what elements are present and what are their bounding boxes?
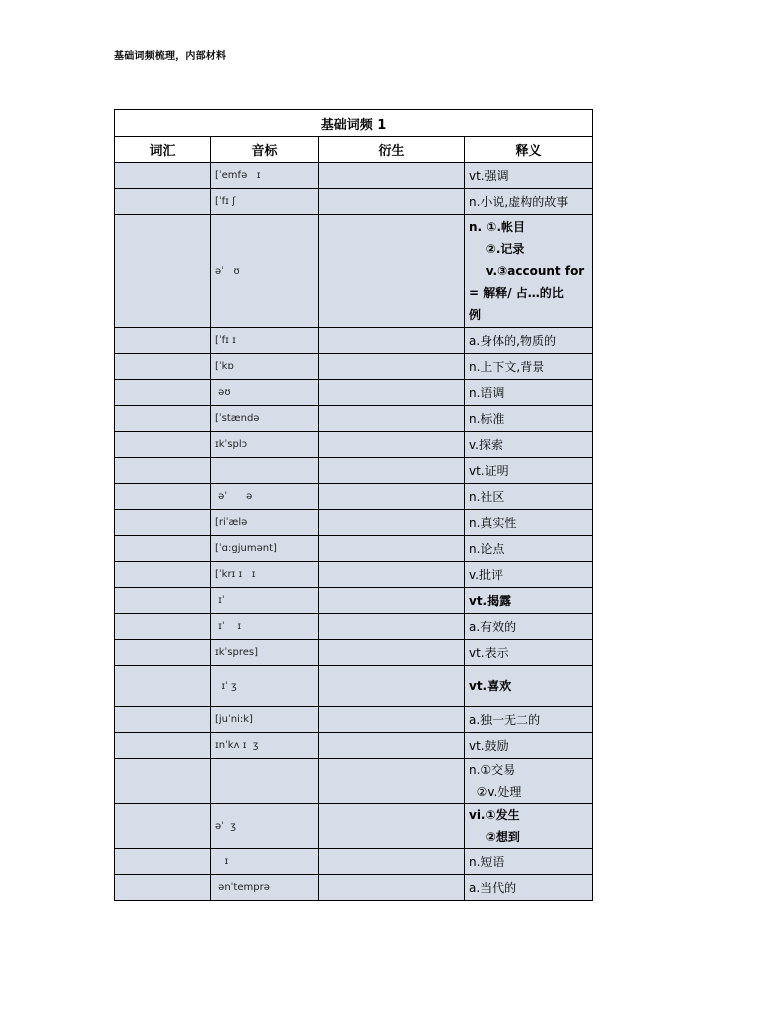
table-row [115,510,593,536]
meaning-cell [465,733,593,759]
meaning-cell [465,458,593,484]
table-row [115,536,593,562]
word-cell [115,733,211,759]
word-cell [115,588,211,614]
column-header-word: 词汇 [115,137,211,163]
word-cell [115,328,211,354]
derivative-cell [319,215,465,328]
meaning-cell [465,614,593,640]
table-row [115,406,593,432]
table-row [115,562,593,588]
phonetic-cell: ɪkˈsplɔ [211,432,319,458]
word-cell [115,510,211,536]
derivative-cell [319,733,465,759]
table-row [115,215,593,328]
meaning-line: n.真实性 [469,515,517,530]
column-header-meaning: 释义 [465,137,593,163]
word-cell [115,163,211,189]
table-row [115,804,593,849]
table-row [115,484,593,510]
meaning-line: a.有效的 [469,619,517,634]
meaning-cell [465,804,593,849]
meaning-cell [465,640,593,666]
table-row [115,875,593,901]
meaning-cell [465,707,593,733]
table-row [115,733,593,759]
phonetic-cell: əˈ ə [211,484,319,510]
meaning-cell [465,328,593,354]
table-caption: 基础词频 1 [115,110,593,137]
word-cell [115,484,211,510]
meaning-cell [465,588,593,614]
table-row [115,328,593,354]
phonetic-cell: ɪˈ ʒ [211,666,319,707]
meaning-line: vt.鼓励 [469,738,509,753]
word-cell [115,215,211,328]
word-cell [115,432,211,458]
meaning-line: vt.证明 [469,463,509,478]
phonetic-cell: əˈ ʒ [211,804,319,849]
meaning-line: n.标准 [469,411,505,426]
word-cell [115,562,211,588]
phonetic-cell: [ˈkrɪ ɪ ɪ [211,562,319,588]
derivative-cell [319,380,465,406]
meaning-cell [465,849,593,875]
table-row [115,707,593,733]
phonetic-cell [211,458,319,484]
column-header-derivative: 衍生 [319,137,465,163]
meaning-cell [465,666,593,707]
phonetic-cell: ɪ [211,849,319,875]
word-cell [115,875,211,901]
table-row [115,458,593,484]
derivative-cell [319,484,465,510]
phonetic-cell: əˈ ʊ [211,215,319,328]
word-cell [115,614,211,640]
derivative-cell [319,458,465,484]
derivative-cell [319,707,465,733]
derivative-cell [319,804,465,849]
derivative-cell [319,875,465,901]
meaning-line: 例 [469,308,482,322]
meaning-cell [465,432,593,458]
meaning-line: = 解释/ 占…的比 [469,286,564,300]
derivative-cell [319,189,465,215]
derivative-cell [319,849,465,875]
phonetic-cell [211,759,319,804]
meaning-cell [465,380,593,406]
word-cell [115,354,211,380]
table-row [115,640,593,666]
table-row [115,759,593,804]
meaning-cell [465,875,593,901]
meaning-line: a.当代的 [469,880,517,895]
phonetic-cell: ɪkˈspres] [211,640,319,666]
phonetic-cell: ənˈtemprə [211,875,319,901]
word-cell [115,849,211,875]
meaning-line: a.身体的,物质的 [469,333,556,348]
table-row [115,354,593,380]
header-note: 基础词频梳理，内部材料 [114,51,227,62]
derivative-cell [319,562,465,588]
derivative-cell [319,536,465,562]
meaning-line: ②v.处理 [469,785,522,799]
table-row [115,666,593,707]
table-row [115,189,593,215]
word-cell [115,640,211,666]
meaning-line: v.探索 [469,437,503,452]
vocabulary-table [114,109,593,901]
word-cell [115,666,211,707]
table-body [115,163,593,901]
meaning-cell [465,163,593,189]
word-cell [115,189,211,215]
table-row [115,380,593,406]
phonetic-cell: [ˈfɪ ʃ [211,189,319,215]
meaning-line: n.论点 [469,541,505,556]
phonetic-cell: [ˈkɒ [211,354,319,380]
phonetic-cell: əʊ [211,380,319,406]
meaning-line: ②.记录 [469,242,525,256]
table-row [115,588,593,614]
meaning-line: vt.强调 [469,168,509,183]
meaning-cell [465,759,593,804]
meaning-line: vi.①发生 [469,808,520,822]
phonetic-cell: [riˈælə [211,510,319,536]
meaning-cell [465,536,593,562]
phonetic-cell: [ˈstændə [211,406,319,432]
phonetic-cell: ɪˈ ɪ [211,614,319,640]
word-cell [115,380,211,406]
meaning-line: n.小说,虚构的故事 [469,194,569,209]
phonetic-cell: [ˈemfə ɪ [211,163,319,189]
table-row [115,849,593,875]
meaning-cell [465,484,593,510]
meaning-cell [465,189,593,215]
word-cell [115,406,211,432]
derivative-cell [319,406,465,432]
meaning-line: n.①交易 [469,763,516,777]
meaning-line: n.短语 [469,854,505,869]
meaning-cell [465,510,593,536]
meaning-line: n.社区 [469,489,505,504]
meaning-cell [465,562,593,588]
meaning-cell [465,406,593,432]
meaning-cell [465,354,593,380]
meaning-cell [465,215,593,328]
word-cell [115,804,211,849]
word-cell [115,458,211,484]
derivative-cell [319,354,465,380]
derivative-cell [319,163,465,189]
phonetic-cell: ɪnˈkʌ ɪ ʒ [211,733,319,759]
derivative-cell [319,510,465,536]
table-row [115,163,593,189]
meaning-line: v.③account for [469,264,585,278]
derivative-cell [319,666,465,707]
word-cell [115,707,211,733]
meaning-line: vt.喜欢 [469,679,512,693]
derivative-cell [319,759,465,804]
meaning-line: n.语调 [469,385,505,400]
derivative-cell [319,432,465,458]
meaning-line: a.独一无二的 [469,712,541,727]
meaning-line: n.上下文,背景 [469,359,545,374]
word-cell [115,759,211,804]
derivative-cell [319,328,465,354]
meaning-line: ②想到 [469,830,520,844]
phonetic-cell: [ˈfɪ ɪ [211,328,319,354]
derivative-cell [319,614,465,640]
table-row [115,432,593,458]
phonetic-cell: [juˈni:k] [211,707,319,733]
meaning-line: vt.表示 [469,645,509,660]
word-cell [115,536,211,562]
table-row [115,614,593,640]
meaning-line: v.批评 [469,567,503,582]
phonetic-cell: [ˈɑ:gjumənt] [211,536,319,562]
meaning-line: vt.揭露 [469,593,512,608]
derivative-cell [319,588,465,614]
phonetic-cell: ɪˈ [211,588,319,614]
column-header-phonetic: 音标 [211,137,319,163]
derivative-cell [319,640,465,666]
meaning-line: n. ①.帐目 [469,220,525,234]
